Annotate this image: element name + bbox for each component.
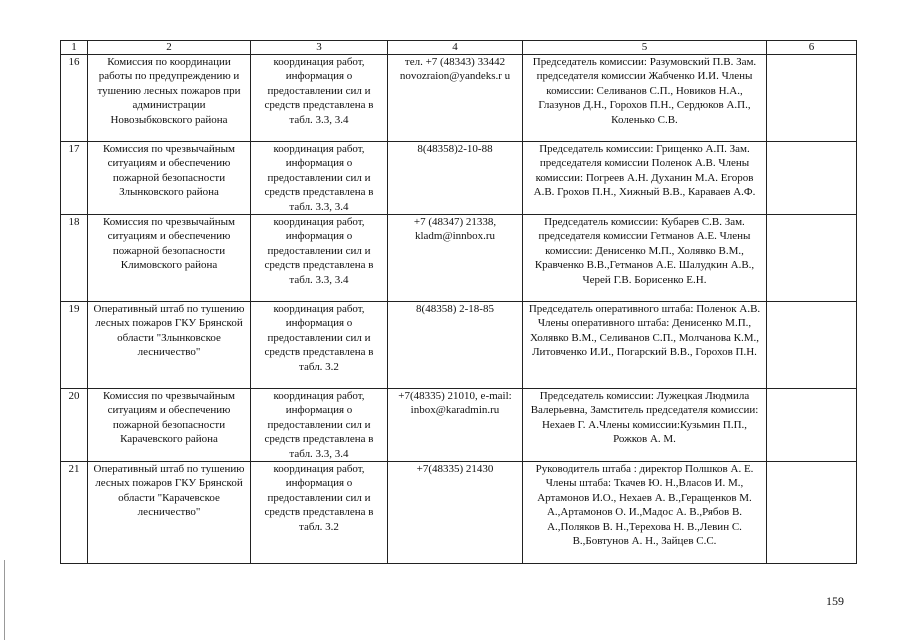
notes (767, 462, 857, 564)
commissions-table (60, 40, 857, 564)
coordination-info: координация работ, информация о предоставлении сил и средств представлена в табл. 3.2 (251, 302, 388, 389)
row-number: 18 (61, 215, 88, 302)
body-name: Комиссия по координации работы по предупреждению и тушению лесных пожаров при администрации Новозыбковского района (88, 55, 251, 142)
header-row (61, 41, 857, 55)
row-number: 20 (61, 389, 88, 462)
column-header: 3 (251, 41, 388, 55)
table-row (61, 389, 857, 462)
members: Председатель комиссии: Разумовский П.В. Зам. председателя комиссии Жабченко И.И. Члены комиссии: Селиванов С.П., Новиков Н.А., Глазунов Д.Н., Горохов П.Н., Сердюков А.П., Коленько С.В. (523, 55, 767, 142)
members: Председатель комиссии: Кубарев С.В. Зам. председателя комиссии Гетманов А.Е. Члены комиссии: Денисенко М.П., Холявко В.М., Кравченко В.В.,Гетманов А.Е. Шалудкин А.В., Черей Г.В. Борисенко Е.Н. (523, 215, 767, 302)
contacts: тел. +7 (48343) 33442 novozraion@yandeks.r u (388, 55, 523, 142)
row-number: 19 (61, 302, 88, 389)
body-name: Комиссия по чрезвычайным ситуациям и обеспечению пожарной безопасности Карачевского района (88, 389, 251, 462)
body-name: Комиссия по чрезвычайным ситуациям и обеспечению пожарной безопасности Климовского района (88, 215, 251, 302)
notes (767, 142, 857, 215)
members: Председатель оперативного штаба: Поленок А.В. Члены оперативного штаба: Денисенко М.П., Холявко В.М., Селиванов С.П., Молчанова К.М., Литовченко И.И., Погарский В.В., Горохов П.Н. (523, 302, 767, 389)
table-row (61, 302, 857, 389)
row-number: 17 (61, 142, 88, 215)
contacts: 8(48358)2-10-88 (388, 142, 523, 215)
notes (767, 55, 857, 142)
column-header: 4 (388, 41, 523, 55)
notes (767, 389, 857, 462)
row-number: 21 (61, 462, 88, 564)
table-row (61, 55, 857, 142)
table-row (61, 462, 857, 564)
notes (767, 302, 857, 389)
members: Председатель комиссии: Грищенко А.П. Зам. председателя комиссии Поленок А.В. Члены комиссии: Погреев А.Н. Духанин М.А. Егоров А.В. Грохов П.Н., Хижный В.В., Караваев А.Ф. (523, 142, 767, 215)
table-row (61, 215, 857, 302)
coordination-info: координация работ, информация о предоставлении сил и средств представлена в табл. 3.3, 3.4 (251, 215, 388, 302)
column-header: 5 (523, 41, 767, 55)
contacts: 8(48358) 2-18-85 (388, 302, 523, 389)
coordination-info: координация работ, информация о предоставлении сил и средств представлена в табл. 3.3, 3.4 (251, 389, 388, 462)
column-header: 6 (767, 41, 857, 55)
page-number: 159 (826, 594, 844, 608)
body-name: Комиссия по чрезвычайным ситуациям и обеспечению пожарной безопасности Злынковского района (88, 142, 251, 215)
table-row (61, 142, 857, 215)
contacts: +7(48335) 21010, e-mail: inbox@karadmin.ru (388, 389, 523, 462)
coordination-info: координация работ, информация о предоставлении сил и средств представлена в табл. 3.3, 3.4 (251, 55, 388, 142)
notes (767, 215, 857, 302)
coordination-info: координация работ, информация о предоставлении сил и средств представлена в табл. 3.3, 3.4 (251, 142, 388, 215)
body-name: Оперативный штаб по тушению лесных пожаров ГКУ Брянской области "Карачевское лесничество" (88, 462, 251, 564)
coordination-info: координация работ, информация о предоставлении сил и средств представлена в табл. 3.2 (251, 462, 388, 564)
body-name: Оперативный штаб по тушению лесных пожаров ГКУ Брянской области "Злынковское лесничество" (88, 302, 251, 389)
contacts: +7 (48347) 21338, kladm@innbox.ru (388, 215, 523, 302)
column-header: 1 (61, 41, 88, 55)
scan-margin-line (4, 560, 5, 640)
members: Руководитель штаба : директор Полшков А. Е. Члены штаба: Ткачев Ю. Н.,Власов И. М., Артамонов И.О., Нехаев А. В.,Геращенков М. А.,Артамонов О. И.,Мадос А. В.,Рябов В. А.,Поляков В. Н.,Терехова Н. В.,Левин С. В.,Бовтунов А. Н., Зайцев С.С. (523, 462, 767, 564)
contacts: +7(48335) 21430 (388, 462, 523, 564)
column-header: 2 (88, 41, 251, 55)
members: Председатель комиссии: Лужецкая Людмила Валерьевна, Замститель председателя комиссии: Нехаев Г. А.Члены комиссии:Кузьмин П.П., Рожков А. М. (523, 389, 767, 462)
row-number: 16 (61, 55, 88, 142)
